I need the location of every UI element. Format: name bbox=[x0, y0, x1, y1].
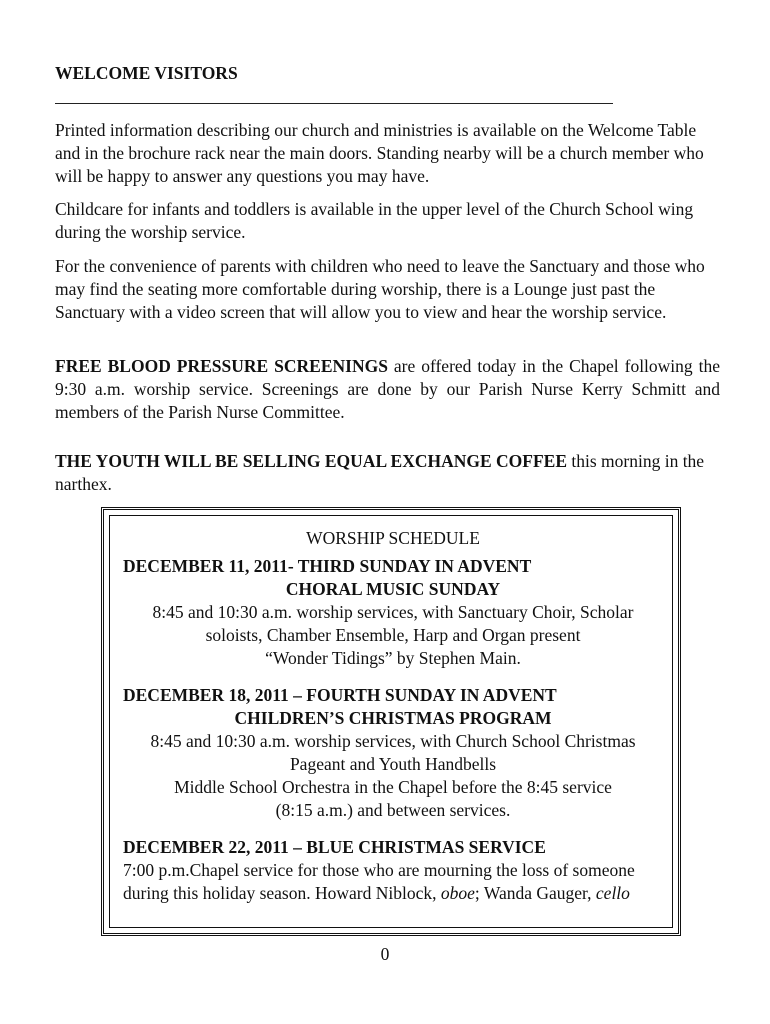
youth-coffee-text: this morning in the narthex. bbox=[55, 451, 705, 494]
youth-coffee-paragraph bbox=[55, 450, 720, 496]
dec11-line2: soloists, Chamber Ensemble, Harp and Organ present bbox=[205, 625, 581, 645]
blood-pressure-paragraph bbox=[55, 355, 720, 424]
youth-coffee-heading: THE YOUTH WILL BE SELLING EQUAL EXCHANGE COFFEE bbox=[55, 451, 567, 471]
dec22-line2-text-c: ; Wanda Gauger, bbox=[474, 883, 596, 903]
dec11-heading: DECEMBER 11, 2011- THIRD SUNDAY IN ADVENT bbox=[123, 556, 532, 576]
welcome-table-paragraph: Printed information describing our church and ministries is available on the Welcome Table and in the brochure rack near the main doors. Standing nearby will be a church member who will be happy to answer any questions you may have. bbox=[55, 120, 704, 186]
dec18-line3: Middle School Orchestra in the Chapel before the 8:45 service bbox=[174, 777, 612, 797]
page-number: 0 bbox=[380, 944, 390, 964]
dec11-subheading: CHORAL MUSIC SUNDAY bbox=[285, 579, 501, 599]
dec22-line1: 7:00 p.m.Chapel service for those who are mourning the loss of someone bbox=[123, 860, 635, 880]
dec18-line2: Pageant and Youth Handbells bbox=[289, 754, 497, 774]
lounge-paragraph: For the convenience of parents with children who need to leave the Sanctuary and those who may find the seating more comfortable during worship, there is a Lounge just past the Sanctuary with a video screen that will allow you to view and hear the worship service. bbox=[55, 256, 705, 322]
dec18-subheading: CHILDREN’S CHRISTMAS PROGRAM bbox=[234, 708, 552, 728]
dec18-heading: DECEMBER 18, 2011 – FOURTH SUNDAY IN ADVENT bbox=[123, 685, 557, 705]
dec22-line2 bbox=[123, 882, 663, 905]
welcome-heading: WELCOME VISITORS bbox=[55, 63, 238, 83]
dec11-line1: 8:45 and 10:30 a.m. worship services, with Sanctuary Choir, Scholar bbox=[152, 602, 634, 622]
dec22-instrument-oboe: oboe bbox=[440, 883, 475, 903]
dec11-line3: “Wonder Tidings” by Stephen Main. bbox=[265, 648, 521, 668]
dec18-line1: 8:45 and 10:30 a.m. worship services, with Church School Christmas bbox=[150, 731, 636, 751]
worship-schedule-box bbox=[101, 507, 681, 936]
childcare-paragraph: Childcare for infants and toddlers is available in the upper level of the Church School wing during the worship service. bbox=[55, 199, 694, 242]
heading-underline bbox=[55, 103, 613, 104]
dec22-line2-text-a: during this holiday season. Howard Niblock, bbox=[123, 883, 441, 903]
blood-pressure-text: are offered today in the Chapel following the 9:30 a.m. worship service. Screenings are done by our Parish Nurse Kerry Schmitt and members of the Parish Nurse Committee. bbox=[55, 356, 720, 422]
blood-pressure-heading: FREE BLOOD PRESSURE SCREENINGS bbox=[55, 356, 388, 376]
dec22-instrument-cello: cello bbox=[595, 883, 630, 903]
dec22-heading: DECEMBER 22, 2011 – BLUE CHRISTMAS SERVICE bbox=[123, 837, 546, 857]
worship-schedule-title: WORSHIP SCHEDULE bbox=[306, 528, 480, 548]
worship-schedule-content bbox=[123, 527, 663, 905]
worship-schedule-inner-frame bbox=[109, 515, 673, 928]
dec18-line4: (8:15 a.m.) and between services. bbox=[275, 800, 511, 820]
